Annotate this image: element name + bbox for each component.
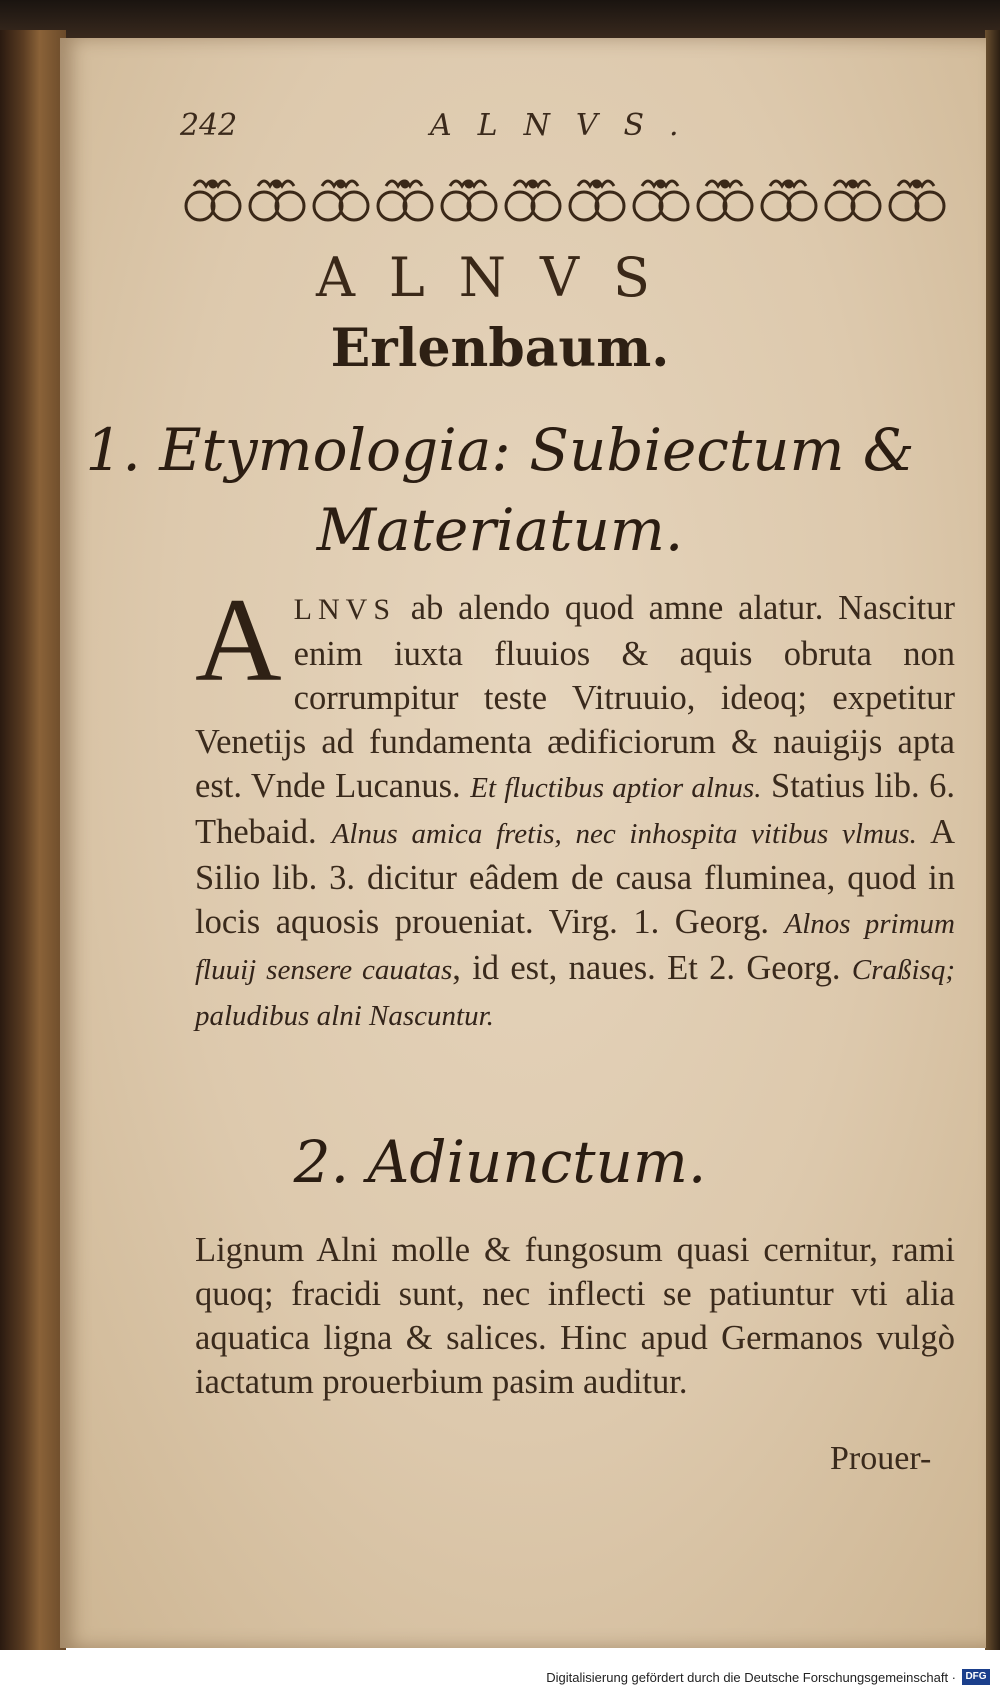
scan-background-top — [0, 0, 1000, 40]
ornamental-border — [180, 170, 950, 230]
footer-credit: Digitalisierung gefördert durch die Deutsche Forschungsgemeinschaft · — [546, 1670, 956, 1685]
running-title: ALNVS. — [430, 108, 705, 143]
running-head — [180, 108, 880, 152]
lead-word: LNVS — [293, 593, 397, 626]
quotation: Alnos primum fluuij sensere cauatas — [195, 908, 955, 986]
quotation: Et fluctibus aptior alnus. — [470, 772, 762, 804]
section-heading-1 — [0, 410, 1000, 570]
drop-cap: A — [195, 573, 282, 706]
main-title: ALNVS — [315, 246, 685, 309]
page-number: 242 — [180, 108, 238, 143]
paragraph-etymology — [195, 573, 956, 1038]
text-segment: ab alendo quod amne alatur. Nascitur enim iuxta fluuios & aquis obruta non corrumpitur teste Vitruuio, ideoq; expetitur Venetijs ad fundamenta ædificiorum & nauigijs apta est. Vnde Lucanus. — [195, 589, 955, 805]
quotation: Alnus amica fretis, nec inhospita vitibus vlmus. — [331, 818, 917, 850]
quotation: Craßisq; paludibus alni Nascuntur. — [195, 954, 956, 1032]
text-segment: , id est, naues. Et 2. Georg. — [452, 949, 852, 987]
footer-bar — [0, 1664, 1000, 1696]
section-number: 2. — [293, 1128, 350, 1196]
german-subtitle: Erlenbaum. — [330, 318, 670, 379]
section-title: Adiunctum. — [367, 1128, 707, 1196]
catchword: Prouer- — [830, 1440, 932, 1477]
section-number: 1. — [85, 416, 141, 484]
section-title-line1: Etymologia: Subiectum & — [159, 416, 915, 484]
section-heading-2 — [0, 1128, 1000, 1196]
paragraph-adiunctum: Lignum Alni molle & fungosum quasi cernitur, rami quoq; fracidi sunt, nec inflecti se patiuntur vti alia aquatica ligna & salices. Hinc apud Germanos vulgò iactatum prouerbium pasim auditur. — [195, 1231, 955, 1401]
text-segment: A Silio lib. 3. dicitur eâdem de causa fluminea, quod in locis aquosis proueniat. Virg. 1. Georg. — [195, 813, 955, 941]
text-segment: Statius lib. 6. Thebaid. — [195, 767, 956, 851]
dfg-logo: DFG — [962, 1669, 990, 1685]
section-title-line2: Materiatum. — [316, 496, 684, 564]
